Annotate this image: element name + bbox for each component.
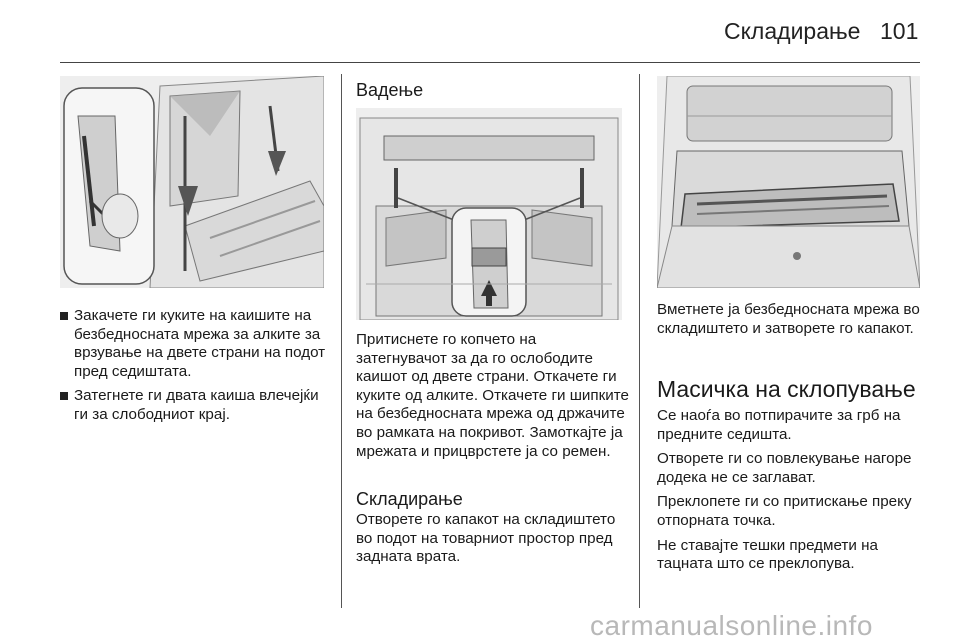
removal-text: Притиснете го копчето на затегнувачот за да го ослободите каишот од двете страни. Откачете ги куките од алките. Откачете ги шипките на безбедносната мрежа од држачите во рамката на покривот. Замоткајте ја мрежата и прицврстете ја со ремен. xyxy=(356,331,629,460)
list-item xyxy=(60,307,328,381)
bullet-text: Закачете ги куките на каишите на безбедносната мрежа за алките за врзување на двете страни на подот пред седиштата. xyxy=(74,307,326,380)
column-divider-2 xyxy=(639,74,640,608)
folding-table-text-3: Преклопете ги со притискање преку отпорната точка. xyxy=(657,493,912,529)
column-divider-1 xyxy=(341,74,342,608)
header-rule xyxy=(60,62,920,63)
section-heading-folding-table: Масичка на склопување xyxy=(657,376,916,402)
bullet-square-icon xyxy=(60,392,68,400)
folding-table-paragraphs xyxy=(657,407,925,580)
removal-paragraph xyxy=(356,331,630,467)
page-number: 101 xyxy=(880,18,919,44)
figure-floor-storage-compartment xyxy=(657,76,920,288)
folding-table-text-1: Се наоѓа во потпирачите за грб на предните седишта. xyxy=(657,407,901,443)
section-heading-storage: Складирање xyxy=(356,489,463,509)
page-header-title: Складирање xyxy=(724,18,861,44)
storage-text: Отворете го капакот на складиштето во подот на товарниот простор пред задната врата. xyxy=(356,511,616,566)
storage-paragraph xyxy=(356,511,630,573)
bullet-text: Затегнете ги двата каиша влечејќи ги за слободниот крај. xyxy=(74,387,319,423)
folding-table-text-4: Не ставајте тешки предмети на тацната што се преклопува. xyxy=(657,536,878,573)
bullet-square-icon xyxy=(60,312,68,320)
figure-net-tensioner-release xyxy=(356,108,622,320)
list-item xyxy=(60,387,328,424)
folding-table-text-2: Отворете ги со повлекување нагоре додека не се заглават. xyxy=(657,450,912,486)
watermark: carmanualsonline.info xyxy=(590,610,873,641)
insert-net-paragraph xyxy=(657,301,925,344)
section-heading-removal: Вадење xyxy=(356,80,424,100)
figure-safety-net-hooks xyxy=(60,76,324,288)
insert-net-text: Вметнете ја безбедносната мрежа во складиштето и затворете го капакот. xyxy=(657,301,920,337)
instruction-bullet-list xyxy=(60,307,328,431)
